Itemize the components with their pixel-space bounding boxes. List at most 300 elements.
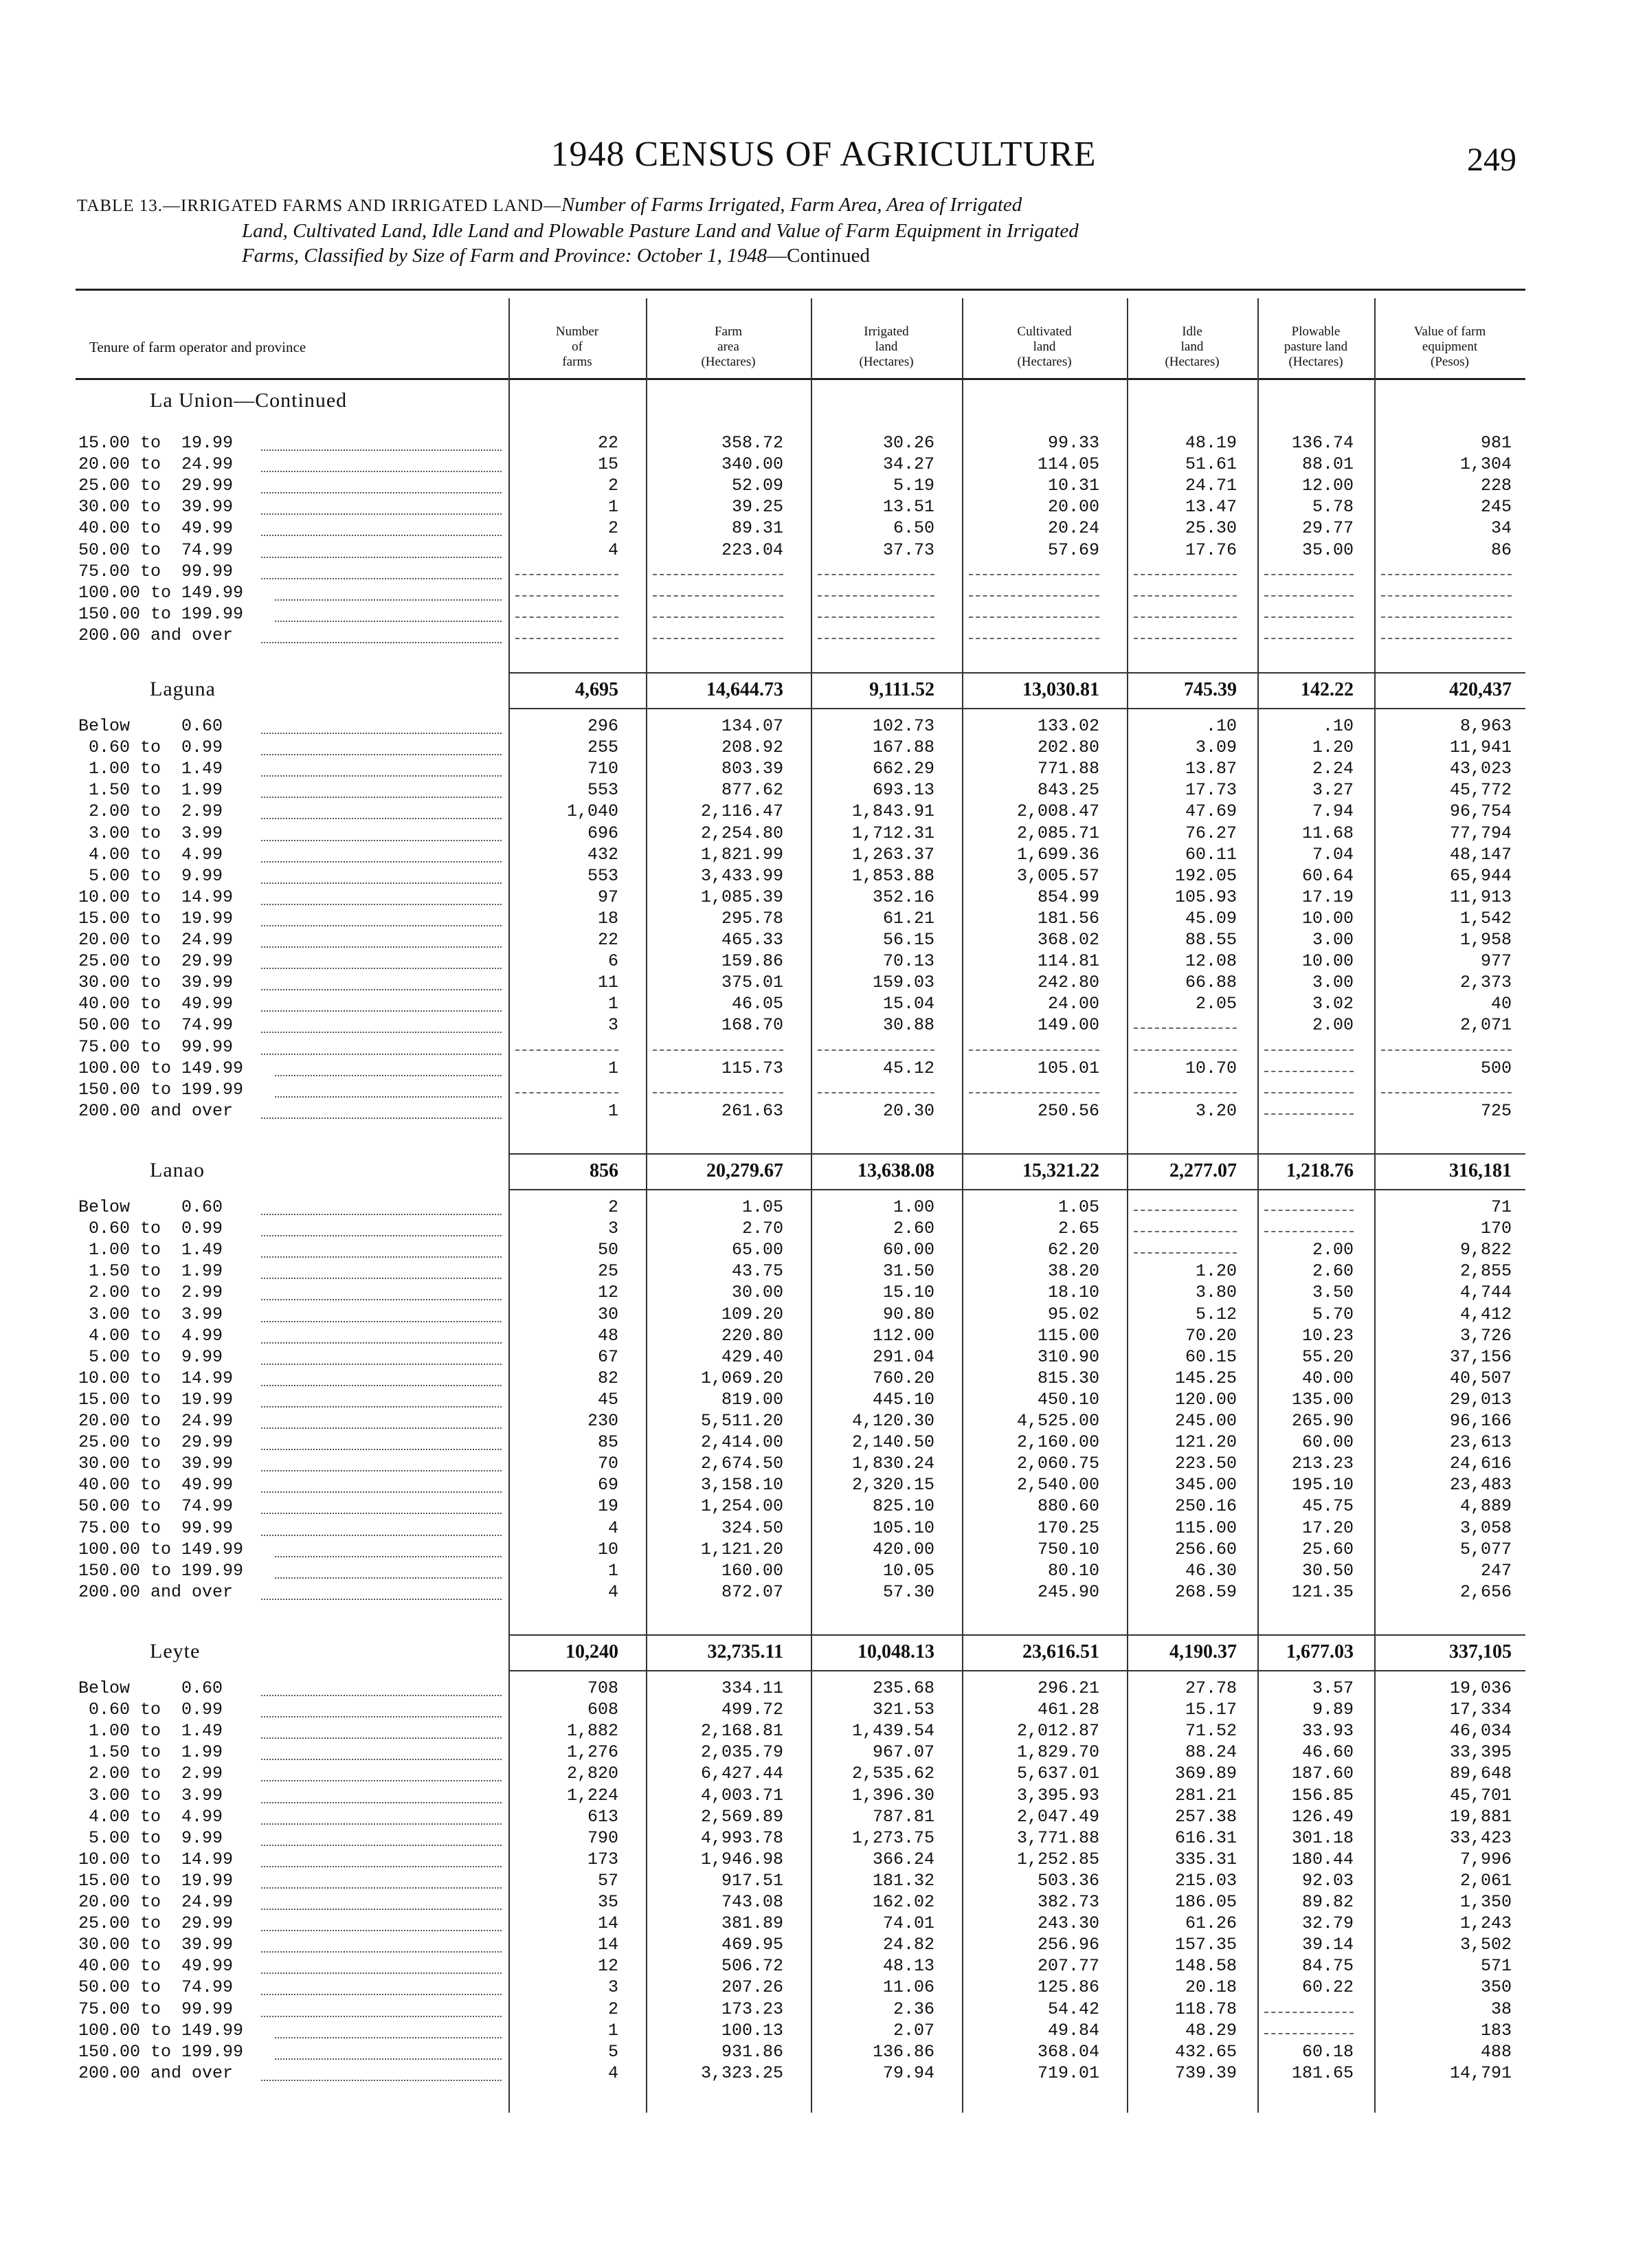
cell-number-of-farms: 5: [607, 2042, 618, 2062]
cell-number-of-farms: 67: [597, 1347, 618, 1367]
cell-farm-area: 872.07: [721, 1582, 783, 1602]
size-class-label: 0.60 to 0.99: [78, 1700, 223, 1720]
cell-idle-land: 10.70: [1185, 1058, 1237, 1078]
cell-irrigated-land: 45.12: [882, 1058, 934, 1078]
column-header-cultivated-land: Cultivated land (Hectares): [1017, 324, 1072, 369]
cell-number-of-farms: 1: [607, 994, 618, 1014]
leader-dots: [261, 818, 502, 819]
caption-line-3: [77, 243, 1520, 268]
leader-dots: [261, 733, 502, 734]
cell-irrigated-land: 1,843.91: [851, 801, 934, 821]
cell-equipment-value: 45,772: [1449, 780, 1512, 800]
province-total-plowable-pasture: 1,677.03: [1286, 1641, 1354, 1663]
column-divider: [962, 298, 963, 2113]
cell-equipment-value: 500: [1480, 1058, 1512, 1078]
cell-irrigated-land: 5.19: [893, 476, 934, 496]
cell-equipment-value: 981: [1480, 433, 1512, 453]
cell-plowable-pasture: 10.00: [1301, 951, 1354, 971]
cell-number-of-farms: 230: [587, 1411, 618, 1431]
cell-number-of-farms: 19: [597, 1496, 618, 1516]
cell-number-of-farms: 10: [597, 1539, 618, 1559]
cell-equipment-value: 33,395: [1449, 1742, 1512, 1762]
province-total-farm-area: 14,644.73: [706, 679, 783, 700]
cell-farm-area: 115.73: [721, 1058, 783, 1078]
cell-plowable-pasture: 9.89: [1312, 1700, 1354, 1720]
empty-cell-dashes: [1264, 616, 1354, 618]
cell-farm-area: 168.70: [721, 1015, 783, 1035]
cell-irrigated-land: 1,396.30: [851, 1786, 934, 1805]
cell-cultivated-land: 296.21: [1037, 1678, 1099, 1698]
cell-idle-land: 3.20: [1195, 1101, 1237, 1121]
cell-idle-land: 47.69: [1185, 801, 1237, 821]
empty-cell-dashes: [515, 574, 618, 575]
cell-number-of-farms: 608: [587, 1700, 618, 1720]
cell-idle-land: 245.00: [1174, 1411, 1237, 1431]
cell-number-of-farms: 1: [607, 2021, 618, 2041]
cell-cultivated-land: 54.42: [1047, 1999, 1099, 2019]
cell-equipment-value: 2,656: [1459, 1582, 1512, 1602]
empty-cell-dashes: [1134, 1092, 1237, 1093]
cell-equipment-value: 29,013: [1449, 1390, 1512, 1410]
cell-idle-land: 268.59: [1174, 1582, 1237, 1602]
cell-plowable-pasture: 17.20: [1301, 1518, 1354, 1538]
caption-label: TABLE 13.—IRRIGATED FARMS AND IRRIGATED LAND—: [77, 197, 562, 215]
size-class-label: 75.00 to 99.99: [78, 562, 234, 581]
cell-number-of-farms: 48: [597, 1326, 618, 1346]
cell-cultivated-land: 24.00: [1047, 994, 1099, 1014]
cell-farm-area: 295.78: [721, 909, 783, 929]
cell-idle-land: 48.19: [1185, 433, 1237, 453]
leader-dots: [261, 1427, 502, 1429]
leader-dots: [261, 1695, 502, 1696]
cell-cultivated-land: 1,829.70: [1016, 1742, 1099, 1762]
cell-equipment-value: 3,502: [1459, 1935, 1512, 1955]
size-class-label: 75.00 to 99.99: [78, 1037, 234, 1057]
column-divider: [811, 298, 812, 2113]
leader-dots: [261, 1118, 502, 1119]
empty-cell-dashes: [818, 1049, 934, 1051]
empty-cell-dashes: [653, 1049, 783, 1051]
cell-idle-land: 48.29: [1185, 2021, 1237, 2041]
cell-idle-land: 3.80: [1195, 1282, 1237, 1302]
cell-equipment-value: 350: [1480, 1977, 1512, 1997]
cell-equipment-value: 2,071: [1459, 1015, 1512, 1035]
cell-idle-land: 115.00: [1174, 1518, 1237, 1538]
cell-farm-area: 208.92: [721, 737, 783, 757]
cell-farm-area: 469.95: [721, 1935, 783, 1955]
cell-number-of-farms: 22: [597, 930, 618, 950]
cell-equipment-value: 89,648: [1449, 1764, 1512, 1783]
leader-dots: [261, 861, 502, 863]
province-name: Leyte: [150, 1640, 201, 1663]
size-class-label: Below 0.60: [78, 1197, 223, 1217]
cell-cultivated-land: 2,160.00: [1016, 1432, 1099, 1452]
cell-idle-land: 45.09: [1185, 909, 1237, 929]
cell-cultivated-land: 170.25: [1037, 1518, 1099, 1538]
empty-cell-dashes: [653, 616, 783, 618]
cell-plowable-pasture: 3.57: [1312, 1678, 1354, 1698]
cell-idle-land: 13.87: [1185, 759, 1237, 779]
cell-irrigated-land: 61.21: [882, 909, 934, 929]
cell-equipment-value: 17,334: [1449, 1700, 1512, 1720]
leader-dots: [261, 797, 502, 798]
cell-irrigated-land: 1,439.54: [851, 1721, 934, 1741]
cell-farm-area: 159.86: [721, 951, 783, 971]
cell-irrigated-land: 56.15: [882, 930, 934, 950]
cell-equipment-value: 40: [1490, 994, 1512, 1014]
cell-plowable-pasture: 10.00: [1301, 909, 1354, 929]
cell-farm-area: 743.08: [721, 1892, 783, 1912]
cell-idle-land: 118.78: [1174, 1999, 1237, 2019]
cell-idle-land: 5.12: [1195, 1304, 1237, 1324]
size-class-label: 0.60 to 0.99: [78, 1219, 223, 1238]
cell-equipment-value: 43,023: [1449, 759, 1512, 779]
cell-idle-land: 12.08: [1185, 951, 1237, 971]
cell-farm-area: 819.00: [721, 1390, 783, 1410]
size-class-label: 25.00 to 29.99: [78, 951, 234, 971]
cell-equipment-value: 77,794: [1449, 823, 1512, 843]
leader-dots: [261, 882, 502, 884]
empty-cell-dashes: [1134, 1027, 1237, 1029]
size-class-label: 1.00 to 1.49: [78, 1240, 223, 1260]
size-class-label: 5.00 to 9.99: [78, 1347, 223, 1367]
cell-idle-land: 186.05: [1174, 1892, 1237, 1912]
cell-cultivated-land: 149.00: [1037, 1015, 1099, 1035]
province-total-equipment-value: 420,437: [1449, 679, 1512, 700]
leader-dots: [261, 513, 502, 515]
data-table: [76, 289, 1525, 2131]
cell-idle-land: 71.52: [1185, 1721, 1237, 1741]
province-total-irrigated-land: 9,111.52: [869, 679, 934, 700]
cell-equipment-value: 1,958: [1459, 930, 1512, 950]
leader-dots: [261, 449, 502, 451]
cell-equipment-value: 1,304: [1459, 454, 1512, 474]
size-class-label: 2.00 to 2.99: [78, 1764, 223, 1783]
cell-irrigated-land: 60.00: [882, 1240, 934, 1260]
cell-irrigated-land: 1,273.75: [851, 1828, 934, 1848]
column-header-number-of-farms: Number of farms: [555, 324, 599, 369]
cell-plowable-pasture: 136.74: [1291, 433, 1354, 453]
cell-plowable-pasture: 195.10: [1291, 1475, 1354, 1495]
leader-dots: [261, 1802, 502, 1803]
cell-plowable-pasture: 7.04: [1312, 845, 1354, 865]
cell-equipment-value: 1,243: [1459, 1913, 1512, 1933]
leader-dots: [261, 1406, 502, 1408]
cell-cultivated-land: 57.69: [1047, 540, 1099, 560]
cell-irrigated-land: 136.86: [872, 2042, 934, 2062]
cell-irrigated-land: 10.05: [882, 1561, 934, 1581]
cell-irrigated-land: 1,830.24: [851, 1454, 934, 1474]
leader-dots: [275, 621, 502, 622]
cell-idle-land: 105.93: [1174, 887, 1237, 907]
empty-cell-dashes: [818, 616, 934, 618]
cell-idle-land: 46.30: [1185, 1561, 1237, 1581]
cell-cultivated-land: 95.02: [1047, 1304, 1099, 1324]
cell-idle-land: 76.27: [1185, 823, 1237, 843]
cell-plowable-pasture: 135.00: [1291, 1390, 1354, 1410]
cell-equipment-value: 247: [1480, 1561, 1512, 1581]
cell-number-of-farms: 2: [607, 1197, 618, 1217]
cell-cultivated-land: 242.80: [1037, 972, 1099, 992]
size-class-label: 4.00 to 4.99: [78, 1807, 223, 1827]
cell-farm-area: 109.20: [721, 1304, 783, 1324]
cell-idle-land: 345.00: [1174, 1475, 1237, 1495]
empty-cell-dashes: [969, 595, 1099, 597]
cell-plowable-pasture: 5.78: [1312, 497, 1354, 517]
cell-irrigated-land: 159.03: [872, 972, 934, 992]
size-class-label: 15.00 to 19.99: [78, 1871, 234, 1891]
empty-cell-dashes: [515, 1092, 618, 1093]
cell-plowable-pasture: 60.22: [1301, 1977, 1354, 1997]
column-header-tenure: Tenure of farm operator and province: [89, 339, 306, 355]
empty-cell-dashes: [1264, 595, 1354, 597]
cell-idle-land: 88.24: [1185, 1742, 1237, 1762]
leader-dots: [261, 1470, 502, 1471]
cell-equipment-value: 488: [1480, 2042, 1512, 2062]
empty-cell-dashes: [1264, 1049, 1354, 1051]
cell-number-of-farms: 173: [587, 1849, 618, 1869]
cell-idle-land: 20.18: [1185, 1977, 1237, 1997]
leader-dots: [261, 578, 502, 579]
cell-cultivated-land: 3,771.88: [1016, 1828, 1099, 1848]
cell-number-of-farms: 35: [597, 1892, 618, 1912]
cell-number-of-farms: 18: [597, 909, 618, 929]
cell-cultivated-land: 2,012.87: [1016, 1721, 1099, 1741]
cell-equipment-value: 45,701: [1449, 1786, 1512, 1805]
cell-irrigated-land: 57.30: [882, 1582, 934, 1602]
cell-equipment-value: 23,483: [1449, 1475, 1512, 1495]
cell-number-of-farms: 2,820: [566, 1764, 618, 1783]
cell-equipment-value: 2,855: [1459, 1261, 1512, 1281]
size-class-label: 4.00 to 4.99: [78, 845, 223, 865]
size-class-label: 50.00 to 74.99: [78, 1496, 234, 1516]
cell-idle-land: 616.31: [1174, 1828, 1237, 1848]
cell-idle-land: 432.65: [1174, 2042, 1237, 2062]
cell-equipment-value: 86: [1490, 540, 1512, 560]
cell-cultivated-land: 2,540.00: [1016, 1475, 1099, 1495]
cell-cultivated-land: 18.10: [1047, 1282, 1099, 1302]
cell-irrigated-land: 34.27: [882, 454, 934, 474]
cell-irrigated-land: 102.73: [872, 716, 934, 736]
empty-cell-dashes: [1134, 616, 1237, 618]
empty-cell-dashes: [1381, 574, 1512, 575]
leader-dots: [275, 1556, 502, 1557]
cell-farm-area: 2,414.00: [700, 1432, 783, 1452]
cell-plowable-pasture: 156.85: [1291, 1786, 1354, 1805]
cell-plowable-pasture: 2.60: [1312, 1261, 1354, 1281]
cell-irrigated-land: 70.13: [882, 951, 934, 971]
cell-idle-land: 13.47: [1185, 497, 1237, 517]
size-class-label: 1.50 to 1.99: [78, 780, 223, 800]
size-class-label: 1.00 to 1.49: [78, 759, 223, 779]
leader-dots: [261, 989, 502, 990]
cell-irrigated-land: 291.04: [872, 1347, 934, 1367]
cell-equipment-value: 19,036: [1449, 1678, 1512, 1698]
cell-farm-area: 375.01: [721, 972, 783, 992]
cell-cultivated-land: 1.05: [1057, 1197, 1099, 1217]
size-class-label: 20.00 to 24.99: [78, 1892, 234, 1912]
cell-cultivated-land: 2.65: [1057, 1219, 1099, 1238]
cell-plowable-pasture: 3.27: [1312, 780, 1354, 800]
cell-plowable-pasture: 213.23: [1291, 1454, 1354, 1474]
cell-irrigated-land: 235.68: [872, 1678, 934, 1698]
size-class-label: 50.00 to 74.99: [78, 1977, 234, 1997]
cell-number-of-farms: 553: [587, 780, 618, 800]
cell-cultivated-land: 114.05: [1037, 454, 1099, 474]
size-class-label: 40.00 to 49.99: [78, 994, 234, 1014]
cell-farm-area: 220.80: [721, 1326, 783, 1346]
cell-equipment-value: 1,542: [1459, 909, 1512, 929]
province-total-cultivated-land: 23,616.51: [1022, 1641, 1099, 1663]
cell-irrigated-land: 321.53: [872, 1700, 934, 1720]
cell-farm-area: 261.63: [721, 1101, 783, 1121]
leader-dots: [261, 1994, 502, 1995]
cell-idle-land: 223.50: [1174, 1454, 1237, 1474]
cell-cultivated-land: 771.88: [1037, 759, 1099, 779]
size-class-label: 3.00 to 3.99: [78, 1786, 223, 1805]
cell-irrigated-land: 693.13: [872, 780, 934, 800]
empty-cell-dashes: [1264, 2012, 1354, 2013]
cell-farm-area: 340.00: [721, 454, 783, 474]
cell-idle-land: 60.15: [1185, 1347, 1237, 1367]
cell-irrigated-land: 1,853.88: [851, 866, 934, 886]
empty-cell-dashes: [515, 1049, 618, 1051]
leader-dots: [261, 1909, 502, 1910]
province-total-plowable-pasture: 1,218.76: [1286, 1160, 1354, 1181]
cell-equipment-value: 170: [1480, 1219, 1512, 1238]
cell-irrigated-land: 37.73: [882, 540, 934, 560]
cell-cultivated-land: 2,085.71: [1016, 823, 1099, 843]
cell-number-of-farms: 85: [597, 1432, 618, 1452]
cell-irrigated-land: 30.26: [882, 433, 934, 453]
leader-dots: [261, 1010, 502, 1012]
cell-idle-land: 257.38: [1174, 1807, 1237, 1827]
cell-idle-land: 369.89: [1174, 1764, 1237, 1783]
empty-cell-dashes: [515, 595, 618, 597]
empty-cell-dashes: [1264, 1210, 1354, 1211]
cell-cultivated-land: 461.28: [1037, 1700, 1099, 1720]
cell-number-of-farms: 30: [597, 1304, 618, 1324]
cell-cultivated-land: 256.96: [1037, 1935, 1099, 1955]
empty-cell-dashes: [818, 574, 934, 575]
empty-cell-dashes: [653, 574, 783, 575]
cell-number-of-farms: 1: [607, 1101, 618, 1121]
size-class-label: 25.00 to 29.99: [78, 476, 234, 496]
column-divider: [1127, 298, 1128, 2113]
cell-number-of-farms: 14: [597, 1913, 618, 1933]
cell-irrigated-land: 74.01: [882, 1913, 934, 1933]
cell-number-of-farms: 710: [587, 759, 618, 779]
cell-farm-area: 3,323.25: [700, 2063, 783, 2083]
size-class-label: 200.00 and over: [78, 1582, 234, 1602]
cell-plowable-pasture: 3.02: [1312, 994, 1354, 1014]
province-name: Laguna: [150, 678, 216, 700]
cell-cultivated-land: 62.20: [1047, 1240, 1099, 1260]
cell-equipment-value: 14,791: [1449, 2063, 1512, 2083]
size-class-label: 100.00 to 149.99: [78, 583, 244, 603]
cell-irrigated-land: 90.80: [882, 1304, 934, 1324]
cell-plowable-pasture: 1.20: [1312, 737, 1354, 757]
column-divider: [646, 298, 647, 2113]
cell-irrigated-land: 445.10: [872, 1390, 934, 1410]
cell-irrigated-land: 2.60: [893, 1219, 934, 1238]
section-rule: [508, 1189, 1525, 1190]
cell-equipment-value: 977: [1480, 951, 1512, 971]
table-top-rule: [76, 289, 1525, 291]
cell-equipment-value: 2,373: [1459, 972, 1512, 992]
cell-farm-area: 39.25: [731, 497, 783, 517]
size-class-label: 20.00 to 24.99: [78, 930, 234, 950]
column-header-idle-land: Idle land (Hectares): [1165, 324, 1220, 369]
caption-line1-italic: Number of Farms Irrigated, Farm Area, Area of Irrigated: [561, 194, 1022, 216]
province-total-idle-land: 4,190.37: [1169, 1641, 1237, 1663]
cell-equipment-value: 37,156: [1449, 1347, 1512, 1367]
cell-irrigated-land: 352.16: [872, 887, 934, 907]
empty-cell-dashes: [1381, 638, 1512, 639]
cell-idle-land: 27.78: [1185, 1678, 1237, 1698]
cell-idle-land: 51.61: [1185, 454, 1237, 474]
cell-cultivated-land: 4,525.00: [1016, 1411, 1099, 1431]
cell-cultivated-land: 2,008.47: [1016, 801, 1099, 821]
cell-equipment-value: 38: [1490, 1999, 1512, 2019]
cell-plowable-pasture: 92.03: [1301, 1871, 1354, 1891]
section-rule: [508, 708, 1525, 709]
column-divider: [1374, 298, 1376, 2113]
leader-dots: [261, 642, 502, 643]
size-class-label: 50.00 to 74.99: [78, 1015, 234, 1035]
cell-cultivated-land: 99.33: [1047, 433, 1099, 453]
cell-cultivated-land: 133.02: [1037, 716, 1099, 736]
cell-irrigated-land: 30.88: [882, 1015, 934, 1035]
cell-irrigated-land: 31.50: [882, 1261, 934, 1281]
section-rule: [508, 1634, 1525, 1636]
province-name: La Union—Continued: [150, 389, 348, 412]
leader-dots: [261, 840, 502, 841]
cell-farm-area: 3,158.10: [700, 1475, 783, 1495]
cell-equipment-value: 3,058: [1459, 1518, 1512, 1538]
leader-dots: [275, 2058, 502, 2060]
cell-equipment-value: 4,889: [1459, 1496, 1512, 1516]
leader-dots: [261, 1845, 502, 1846]
cell-equipment-value: 9,822: [1459, 1240, 1512, 1260]
cell-equipment-value: 23,613: [1449, 1432, 1512, 1452]
empty-cell-dashes: [1134, 1231, 1237, 1232]
cell-idle-land: 17.76: [1185, 540, 1237, 560]
cell-number-of-farms: 2: [607, 1999, 618, 2019]
leader-dots: [261, 904, 502, 905]
cell-plowable-pasture: 265.90: [1291, 1411, 1354, 1431]
empty-cell-dashes: [515, 616, 618, 618]
cell-plowable-pasture: 32.79: [1301, 1913, 1354, 1933]
cell-irrigated-land: 167.88: [872, 737, 934, 757]
leader-dots: [261, 1449, 502, 1450]
cell-number-of-farms: 45: [597, 1390, 618, 1410]
cell-idle-land: 157.35: [1174, 1935, 1237, 1955]
caption-line3-italic: Farms, Classified by Size of Farm and Province: October 1, 1948: [242, 245, 768, 267]
size-class-label: 3.00 to 3.99: [78, 823, 223, 843]
cell-irrigated-land: 366.24: [872, 1849, 934, 1869]
cell-idle-land: 70.20: [1185, 1326, 1237, 1346]
cell-idle-land: 60.11: [1185, 845, 1237, 865]
cell-cultivated-land: 115.00: [1037, 1326, 1099, 1346]
cell-farm-area: 89.31: [731, 518, 783, 538]
cell-number-of-farms: 22: [597, 433, 618, 453]
cell-farm-area: 173.23: [721, 1999, 783, 2019]
cell-plowable-pasture: 29.77: [1301, 518, 1354, 538]
cell-cultivated-land: 243.30: [1037, 1913, 1099, 1933]
leader-dots: [275, 1577, 502, 1579]
cell-farm-area: 1,254.00: [700, 1496, 783, 1516]
